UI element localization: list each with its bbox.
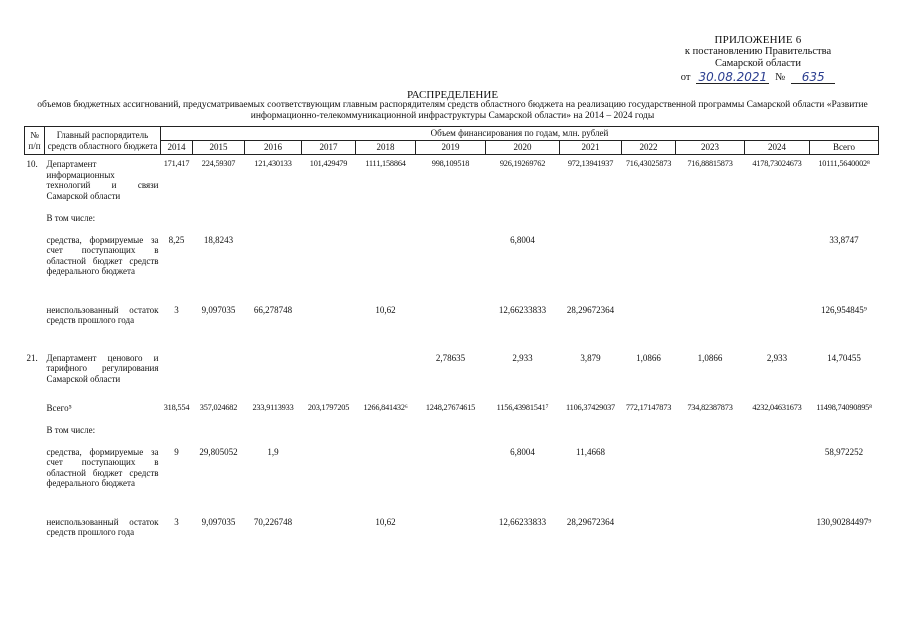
cell-value <box>622 235 676 305</box>
year-header: 2019 <box>416 141 486 155</box>
row-label: В том числе: <box>46 424 96 435</box>
cell-total: 10111,5640002⁸ <box>818 159 870 168</box>
cell-value <box>302 235 356 305</box>
row-label: Департамент информационных технологий и связи Самарской области <box>46 159 159 201</box>
cell-total <box>810 425 879 447</box>
cell-value <box>745 213 810 235</box>
cell-value: 1,0866 <box>697 352 723 363</box>
cell-value <box>302 305 356 353</box>
cell-value: 9 <box>174 446 179 457</box>
cell-value: 6,8004 <box>510 234 535 245</box>
cell-value: 12,66233833 <box>498 304 547 315</box>
cell-value: 1248,27674615 <box>425 402 476 412</box>
table-row <box>25 235 879 305</box>
cell-value <box>676 305 745 353</box>
table-row <box>25 155 879 213</box>
cell-value: 972,13941937 <box>567 159 614 168</box>
cell-value: 10,62 <box>375 304 396 315</box>
cell-value: 28,29672364 <box>566 304 615 315</box>
row-label: В том числе: <box>46 212 96 223</box>
cell-value <box>245 353 302 403</box>
cell-value <box>416 425 486 447</box>
cell-value: 2,933 <box>512 352 533 363</box>
cell-value: 772,17147873 <box>625 402 672 412</box>
table-row <box>25 425 879 447</box>
row-label: неиспользованный остаток средств прошлого года <box>46 516 159 537</box>
total-header: Всего <box>810 141 879 155</box>
cell-value: 11,4668 <box>576 446 605 457</box>
table-row <box>25 517 879 557</box>
allocation-table <box>24 126 879 557</box>
cell-total: 11498,74090895⁸ <box>816 402 872 412</box>
cell-value: 1266,841432⁶ <box>363 402 408 412</box>
cell-value: 716,43025873 <box>625 159 672 168</box>
table-row <box>25 447 879 517</box>
from-label: от <box>680 72 691 83</box>
cell-value <box>560 235 622 305</box>
cell-value: 318,554 <box>163 402 190 412</box>
cell-value <box>161 425 193 447</box>
table-row <box>25 305 879 353</box>
appendix-region: Самарской области <box>715 58 801 69</box>
cell-value <box>161 353 193 403</box>
row-number <box>25 305 45 353</box>
year-header: 2015 <box>193 141 245 155</box>
table-row <box>25 353 879 403</box>
cell-value: 3 <box>174 516 179 527</box>
cell-value: 357,024682 <box>199 402 238 412</box>
cell-value: 18,8243 <box>203 234 234 245</box>
cell-value: 998,109518 <box>431 159 470 168</box>
appendix-header <box>663 34 853 84</box>
cell-value <box>622 305 676 353</box>
cell-value <box>416 305 486 353</box>
cell-value <box>302 517 356 557</box>
cell-value: 66,278748 <box>253 304 293 315</box>
year-header: 2021 <box>560 141 622 155</box>
cell-total: 14,70455 <box>827 352 861 363</box>
appendix-title: ПРИЛОЖЕНИЕ 6 <box>714 34 802 46</box>
cell-value: 203,1797205 <box>307 402 350 412</box>
cell-value <box>302 447 356 517</box>
cell-value <box>622 425 676 447</box>
year-header: 2016 <box>245 141 302 155</box>
cell-value: 3 <box>174 304 179 315</box>
resolution-number: 635 <box>791 71 835 84</box>
cell-value: 171,417 <box>163 159 190 168</box>
cell-value: 926,19269762 <box>499 159 546 168</box>
cell-value: 716,88815873 <box>687 159 733 168</box>
col-header-manager: Главный распорядитель средств областного бюджета <box>45 127 161 155</box>
year-header: 2018 <box>356 141 416 155</box>
cell-value <box>622 447 676 517</box>
cell-value <box>486 213 560 235</box>
cell-value: 10,62 <box>375 516 396 527</box>
resolution-date: 30.08.2021 <box>698 70 768 84</box>
cell-value: 29,805052 <box>199 446 238 457</box>
row-label: средства, формируемые за счет поступающих в областной бюджет средств федерального бюджета <box>46 446 159 488</box>
row-label: Департамент ценового и тарифного регулирования Самарской области <box>46 352 159 384</box>
cell-value: 2,78635 <box>435 352 466 363</box>
year-header: 2020 <box>486 141 560 155</box>
row-label: неиспользованный остаток средств прошлого года <box>46 304 159 325</box>
cell-value <box>676 213 745 235</box>
row-number <box>25 447 45 517</box>
cell-value <box>161 213 193 235</box>
year-header: 2017 <box>302 141 356 155</box>
cell-value <box>416 213 486 235</box>
cell-value <box>622 213 676 235</box>
cell-value <box>745 425 810 447</box>
cell-total: 126,954845⁹ <box>821 304 867 315</box>
col-header-number: № п/п <box>25 127 45 155</box>
table-body <box>25 155 879 557</box>
cell-value <box>416 517 486 557</box>
cell-value <box>193 353 245 403</box>
cell-total: 33,8747 <box>829 234 859 245</box>
cell-value: 1156,43981541⁷ <box>496 402 549 412</box>
cell-value <box>676 447 745 517</box>
cell-value <box>356 235 416 305</box>
cell-value: 233,9113933 <box>252 402 294 412</box>
row-number <box>25 235 45 305</box>
cell-value <box>302 425 356 447</box>
cell-value <box>302 213 356 235</box>
cell-value <box>745 235 810 305</box>
cell-total: 130,90284497⁹ <box>816 516 872 527</box>
cell-value <box>560 213 622 235</box>
row-number <box>25 213 45 235</box>
cell-value <box>245 235 302 305</box>
cell-value: 1,9 <box>267 446 279 457</box>
cell-value <box>486 425 560 447</box>
cell-value: 4178,73024673 <box>752 159 802 168</box>
cell-value <box>560 425 622 447</box>
cell-value: 9,097035 <box>201 516 236 527</box>
appendix-resolution: к постановлению Правительства <box>684 46 832 57</box>
cell-value <box>622 517 676 557</box>
cell-value <box>356 447 416 517</box>
row-number <box>25 425 45 447</box>
cell-value <box>193 213 245 235</box>
cell-value <box>676 425 745 447</box>
cell-value: 12,66233833 <box>498 516 547 527</box>
cell-value <box>745 517 810 557</box>
cell-value: 6,8004 <box>510 446 535 457</box>
table-row <box>25 213 879 235</box>
cell-value: 224,59307 <box>201 159 236 168</box>
cell-value <box>416 447 486 517</box>
cell-value <box>356 425 416 447</box>
cell-value: 734,82387873 <box>687 402 733 412</box>
resolution-date-number <box>663 71 853 84</box>
cell-value <box>245 425 302 447</box>
row-label: средства, формируемые за счет поступающих в областной бюджет средств федерального бюджета <box>46 234 159 276</box>
row-number <box>25 403 45 425</box>
document-subtitle: объемов бюджетных ассигнований, предусматриваемых соответствующим главным распорядителям средств областного бюджета на реализацию государственной программы Самарской области «Развитие информационно-телекоммуникационной инфраструктуры Самарской области» на 2014 – 2024 годы <box>37 100 868 121</box>
cell-value <box>416 235 486 305</box>
number-label: № <box>775 72 786 83</box>
cell-total: 58,972252 <box>824 446 864 457</box>
cell-value <box>193 425 245 447</box>
cell-value <box>745 305 810 353</box>
year-header: 2023 <box>676 141 745 155</box>
cell-value: 9,097035 <box>201 304 236 315</box>
cell-value <box>302 353 356 403</box>
cell-value: 101,429479 <box>309 159 348 168</box>
cell-value: 1111,158864 <box>365 159 406 168</box>
cell-value <box>245 213 302 235</box>
row-label: Всего⁵ <box>46 402 72 413</box>
row-number: 10. <box>26 159 38 169</box>
cell-value: 2,933 <box>766 352 788 363</box>
cell-value: 121,430133 <box>254 159 292 168</box>
cell-value: 3,879 <box>580 352 601 363</box>
document-title: РАСПРЕДЕЛЕНИЕ <box>406 89 499 101</box>
cell-value: 4232,04631673 <box>752 402 802 412</box>
year-header: 2014 <box>161 141 193 155</box>
cell-value <box>676 235 745 305</box>
cell-value: 1106,37429037 <box>566 402 615 412</box>
year-header: 2022 <box>622 141 676 155</box>
cell-value <box>676 517 745 557</box>
cell-value: 8,25 <box>168 234 185 245</box>
cell-value <box>356 353 416 403</box>
row-number: 21. <box>26 352 38 363</box>
cell-total <box>810 213 879 235</box>
cell-value: 1,0866 <box>636 352 661 363</box>
cell-value <box>356 213 416 235</box>
cell-value: 70,226748 <box>253 516 293 527</box>
row-number <box>25 517 45 557</box>
cell-value: 28,29672364 <box>566 516 615 527</box>
cell-value <box>745 447 810 517</box>
table-row <box>25 403 879 425</box>
col-header-funding: Объем финансирования по годам, млн. рублей <box>161 127 879 141</box>
year-header: 2024 <box>745 141 810 155</box>
